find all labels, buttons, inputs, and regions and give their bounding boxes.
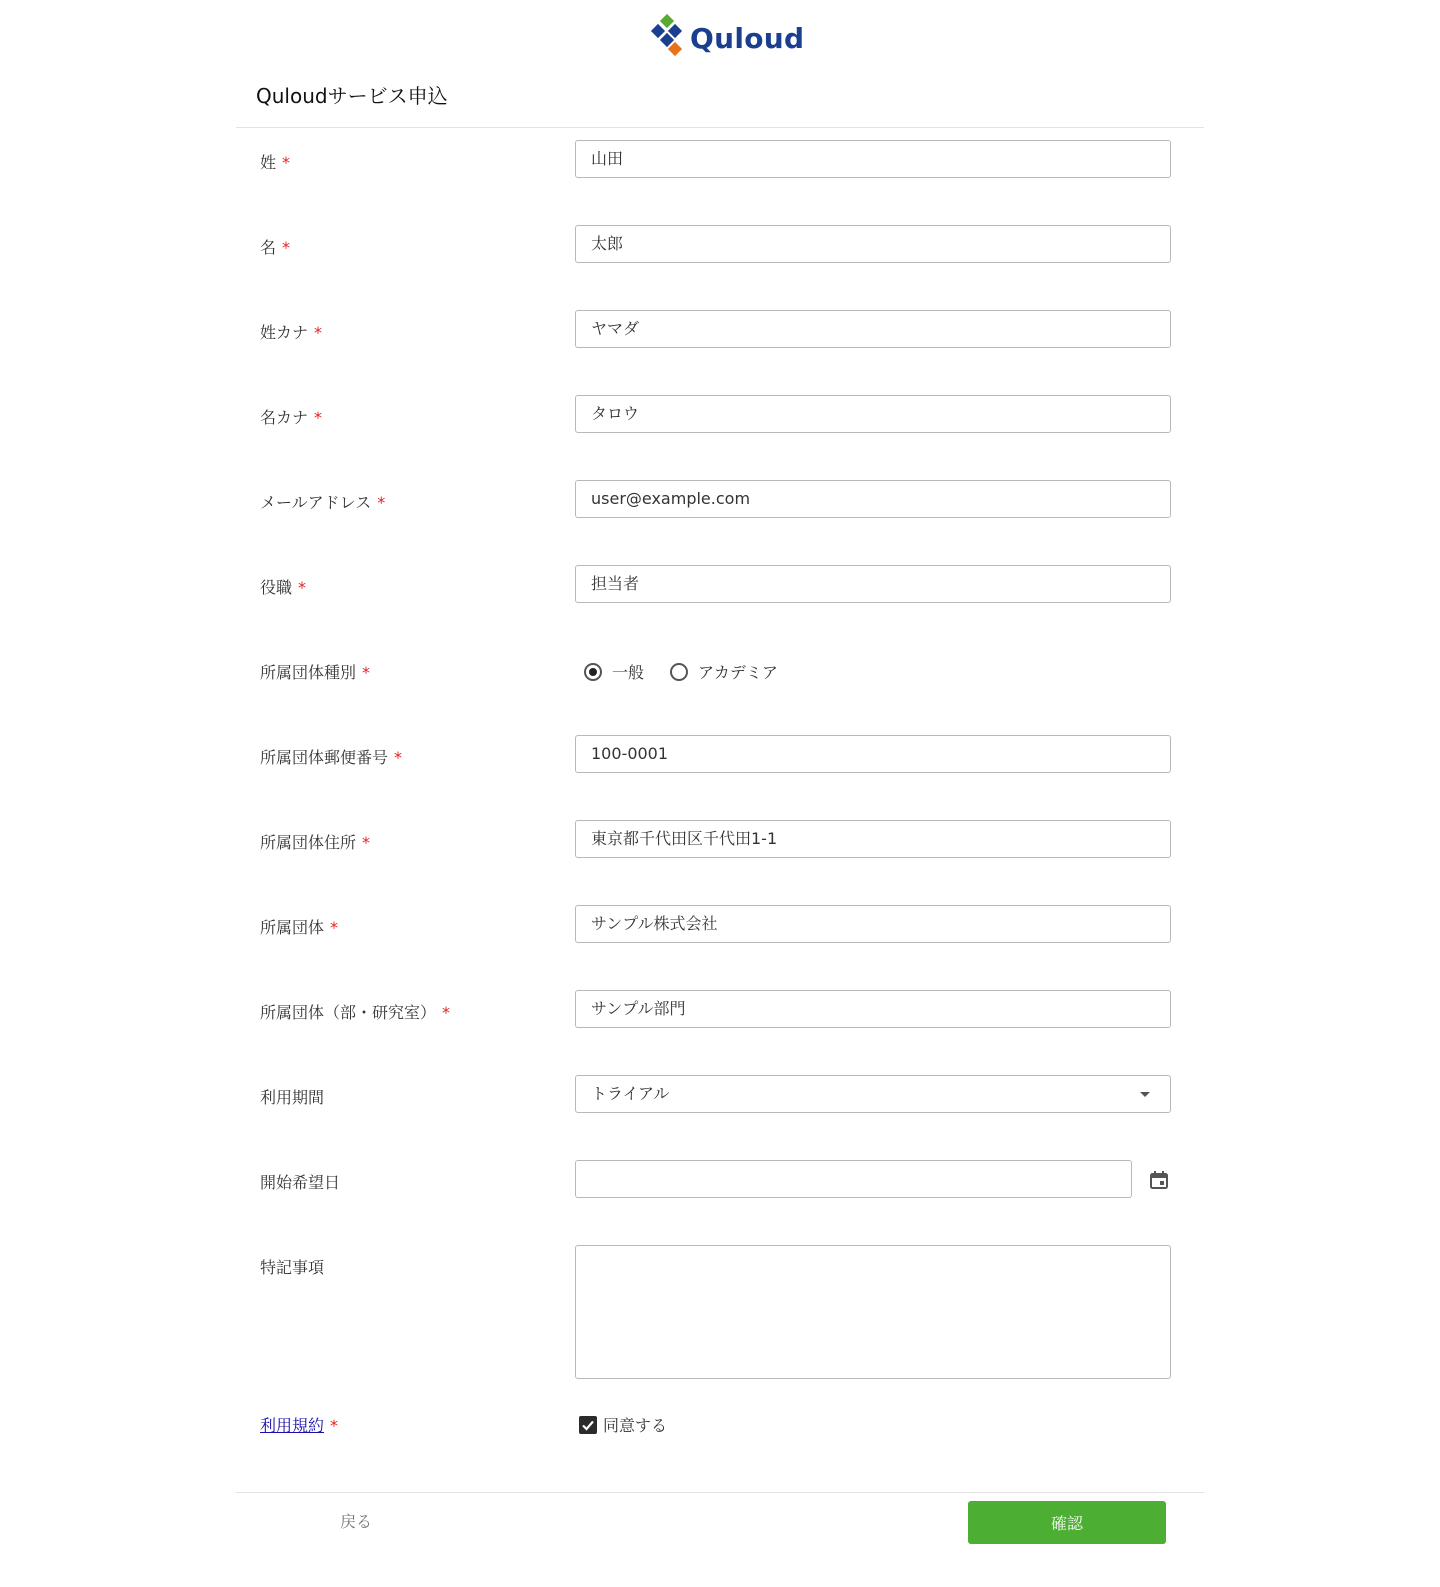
last-name-label: 姓 * — [260, 153, 291, 172]
first-name-kana-input[interactable]: タロウ — [575, 395, 1171, 433]
usage-period-selected-value: トライアル — [591, 1084, 670, 1103]
checkmark-icon[interactable] — [579, 1416, 597, 1434]
position-label: 役職 * — [260, 578, 307, 597]
usage-period-select[interactable] — [575, 1075, 1171, 1113]
email-input[interactable]: user@example.com — [575, 480, 1171, 518]
page-title: Quloudサービス申込 — [256, 84, 448, 108]
organization-label: 所属団体 * — [260, 918, 339, 937]
required-mark: * — [314, 323, 323, 342]
address-input[interactable]: 東京都千代田区千代田1-1 — [575, 820, 1171, 858]
first-name-input[interactable]: 太郎 — [575, 225, 1171, 263]
back-button[interactable]: 戻る — [340, 1501, 370, 1543]
required-mark: * — [394, 748, 403, 767]
terms-link[interactable]: 利用規約 — [260, 1416, 325, 1435]
notes-textarea[interactable] — [575, 1245, 1171, 1379]
required-mark: * — [298, 578, 307, 597]
organization-input[interactable]: サンプル株式会社 — [575, 905, 1171, 943]
required-mark: * — [330, 918, 339, 937]
department-label: 所属団体（部・研究室） * — [260, 1003, 451, 1022]
header-divider — [236, 127, 1204, 128]
required-mark: * — [442, 1003, 451, 1022]
first-name-label: 名 * — [260, 238, 291, 257]
postal-code-input[interactable]: 100-0001 — [575, 735, 1171, 773]
last-name-kana-input[interactable]: ヤマダ — [575, 310, 1171, 348]
postal-code-label: 所属団体郵便番号 * — [260, 748, 403, 767]
required-mark: * — [282, 238, 291, 257]
usage-period-label: 利用期間 — [260, 1088, 325, 1107]
org-type-label: 所属団体種別 * — [260, 663, 371, 682]
start-date-label: 開始希望日 — [260, 1173, 341, 1192]
org-type-option-academia-label: アカデミア — [698, 663, 778, 682]
org-type-option-general[interactable] — [584, 660, 644, 683]
quloud-logo-icon — [646, 14, 690, 62]
terms-label — [260, 1415, 338, 1437]
confirm-button[interactable]: 確認 — [968, 1501, 1166, 1544]
org-type-option-academia[interactable] — [670, 660, 778, 683]
address-label: 所属団体住所 * — [260, 833, 371, 852]
start-date-input[interactable] — [575, 1160, 1132, 1198]
org-type-radio-group — [584, 660, 804, 683]
terms-agree-label: 同意する — [603, 1416, 668, 1435]
radio-unselected-icon[interactable] — [670, 663, 688, 681]
footer-divider — [236, 1492, 1204, 1493]
dropdown-caret-icon[interactable] — [1140, 1092, 1150, 1097]
required-mark: * — [362, 663, 371, 682]
required-mark: * — [330, 1416, 339, 1435]
logo-text: Quloud — [690, 21, 805, 55]
required-mark: * — [282, 153, 291, 172]
application-form-card — [236, 72, 1204, 1587]
required-mark: * — [314, 408, 323, 427]
email-label: メールアドレス * — [260, 493, 386, 512]
last-name-input[interactable]: 山田 — [575, 140, 1171, 178]
department-input[interactable]: サンプル部門 — [575, 990, 1171, 1028]
calendar-icon[interactable] — [1149, 1170, 1169, 1190]
last-name-kana-label: 姓カナ * — [260, 323, 323, 342]
radio-selected-icon[interactable] — [584, 663, 602, 681]
terms-agree-checkbox[interactable] — [579, 1413, 667, 1436]
required-mark: * — [362, 833, 371, 852]
org-type-option-general-label: 一般 — [612, 663, 645, 682]
site-logo — [0, 0, 1440, 70]
required-mark: * — [377, 493, 386, 512]
notes-label: 特記事項 — [260, 1258, 325, 1277]
position-input[interactable]: 担当者 — [575, 565, 1171, 603]
first-name-kana-label: 名カナ * — [260, 408, 323, 427]
